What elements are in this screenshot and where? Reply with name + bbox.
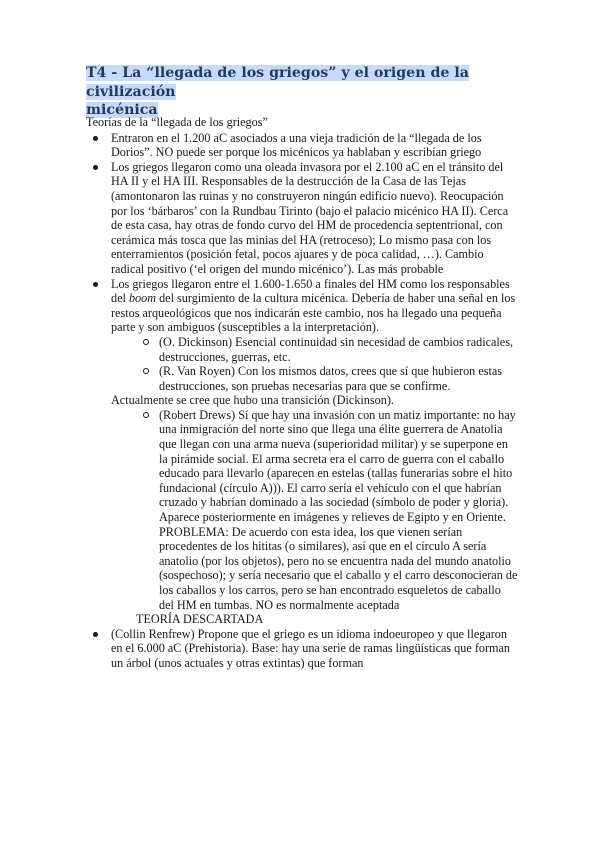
section-heading: Teorías de la “llegada de los griegos” <box>86 115 268 129</box>
theory-list <box>86 131 518 671</box>
sub-list-2 <box>111 408 518 612</box>
sub-item-van-royen: (R. Van Royen) Con los mismos datos, crees que sí que hubieron estas destrucciones, son pruebas necesarias para que se confirme. <box>136 364 518 393</box>
boom-text-after: del surgimiento de la cultura micénica. Debería de haber una señal en los restos arqueológicos que nos indicarán este cambio, nos ha llegado una pequeña parte y son ambiguos (susceptibles a la interpretación). <box>111 291 516 335</box>
boom-text-em: boom <box>128 291 157 306</box>
title-line-1: T4 - La “llegada de los griegos” y el origen de la civilización <box>86 65 469 100</box>
list-item-dorios: Entraron en el 1.200 aC asociados a una vieja tradición de la “llegada de los Dorios”. NO puede ser porque los micénicos ya hablaban y escribían griego <box>86 131 518 160</box>
document-body <box>86 115 518 671</box>
sub-item-dickinson: (O. Dickinson) Esencial continuidad sin necesidad de cambios radicales, destrucciones, guerras, etc. <box>136 335 518 364</box>
sub-item-drews: (Robert Drews) Sí que hay una invasión con un matiz importante: no hay una inmigración del norte sino que llega una élite guerrera de Anatolia que llegan con una arma nueva (superioridad militar) y se superpone en la pirámide social. El arma secreta era el carro de guerra con el caballo educado para llevarlo (aparecen en estelas (tallas funerarias sobre el hito fundacional (círculo A))). El carro sería el vehículo con el que habrían cruzado y habrían dominado a las sociedad (símbolo de poder y gloria). Aparece posteriormente en imágenes y relieves de Egipto y en Oriente. PROBLEMA: De acuerdo con esta idea, los que vienen serían procedentes de los hititas (o similares), así que en el círculo A sería anatolio (por los objetos), pero no se encuentra nada del mundo anatolio (sospechoso); y sería necesario que el caballo y el carro desconocieran de los caballos y los carros, pero se han encontrado esqueletos de caballo del HM en tumbas. NO es normalmente aceptada <box>136 408 518 612</box>
list-item-renfrew: (Collin Renfrew) Propone que el griego es un idioma indoeuropeo y que llegaron en el 6.000 aC (Prehistoria). Base: hay una serie de ramas lingüísticas que forman un árbol (unos actuales y otras extintas) que forman <box>86 627 518 671</box>
title-line-2: micénica <box>86 102 158 118</box>
list-item-boom <box>86 277 518 627</box>
discarded-note: TEORÍA DESCARTADA <box>136 612 264 627</box>
boom-text-before: Los griegos llegaron entre el 1.600-1.650 a finales del HM como los responsables del <box>111 276 510 306</box>
transition-note: Actualmente se cree que hubo una transición (Dickinson). <box>111 393 394 408</box>
sub-list <box>111 335 518 393</box>
list-item-oleada: Los griegos llegaron como una oleada invasora por el 2.100 aC en el tránsito del HA II y el HA III. Responsables de la destrucción de la Casa de las Tejas (amontonaron las ruinas y no construyeron ningún edificio nuevo). Reocupación por los ‘bárbaros’ con la Rundbau Tirinto (bajo el palacio micénico HA II). Cerca de esta casa, hay otras de fondo curvo del HM de procedencia septentrional, con cerámica más tosca que las minias del HA (retroceso); Lo mismo pasa con los enterramientos (posición fetal, pocos ajuares y de poca calidad, …). Cambio radical positivo (‘el origen del mundo micénico’). Las más probable <box>86 160 518 277</box>
page-title <box>86 64 526 120</box>
